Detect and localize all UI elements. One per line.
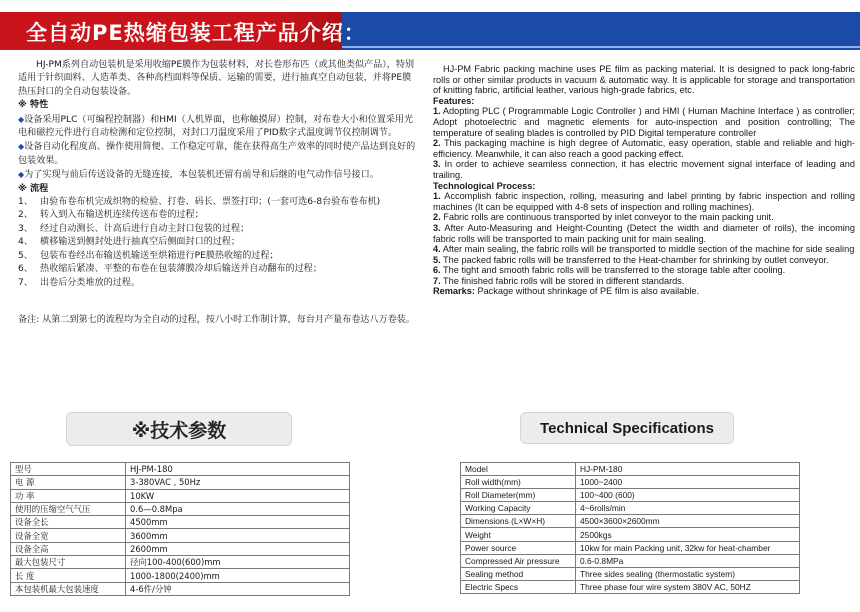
step-text: 热收缩后紧凑、平整的布卷在包装薄膜冷却后输送并自动翻布的过程； [40, 264, 322, 275]
item-text: This packaging machine is high degree of Automatic, easy operation, stable and reliable and high-efficiency. Meanwhile, it can also reach a good packing effect. [433, 138, 855, 159]
item-number: 4. [433, 244, 441, 255]
chinese-description [18, 59, 420, 327]
cn-step [18, 277, 420, 290]
spec-label: Sealing method [461, 567, 576, 580]
item-number: 2. [433, 138, 441, 149]
cn-feature-text: 设备采用PLC（可编程控制器）和HMI（人机界面，也称触摸屏）控制，对布卷大小和位置采用光电和磁控元件进行自动检测和定位控制，对封口刀温度采用了PID数字式温度调节仪控制调节。 [18, 114, 414, 139]
header-banner [0, 12, 860, 50]
table-row [461, 515, 800, 528]
step-text: 由验布卷布机完成织物的检验、打卷、码长、票签打印；(一套可选6-8台验布卷布机) [40, 197, 381, 208]
table-row [461, 528, 800, 541]
step-text: 经过自动测长、计高后进行自动主封口包装的过程； [40, 223, 250, 234]
cn-intro: HJ-PM系列自动包装机是采用收缩PE膜作为包装材料，对长卷形布匹（或其他类似产品），特别适用于针织面料、人造革类、各种高档面料等保质、运输的需要，进行抽真空自动包装，并将PE膜热压封口的全自动包装设备。 [18, 60, 415, 97]
spec-label: Dimensions (L×W×H) [461, 515, 576, 528]
en-remarks [433, 286, 855, 297]
item-number: 7. [433, 275, 441, 286]
item-number: 1. [433, 191, 441, 202]
step-number: 2、 [18, 210, 33, 221]
spec-label: 设备全宽 [11, 529, 126, 542]
table-row [11, 502, 350, 515]
item-text: After main sealing, the fabric rolls will be transported to middle section of the machine for side sealing [440, 244, 855, 255]
cn-step [18, 250, 420, 263]
cn-feature-text: 设备自动化程度高、操作使用简便、工作稳定可靠，能在获得高生产效率的同时使产品达到良好的包装效果。 [18, 142, 416, 166]
en-intro: HJ-PM Fabric packing machine uses PE film as packing material. It is designed to pack long-fabric rolls or other similar products in vacuum & automatic way. It is applicable for storage and transportation of knitting fabric, artificial leather, various high-grade fabrics, etc. [433, 64, 855, 96]
cn-feature [18, 168, 420, 182]
step-text: 横移输送到侧封处进行抽真空后侧面封口的过程； [40, 237, 241, 248]
page-title: 全自动PE热缩包装工程产品介绍： [26, 21, 366, 45]
spec-label: 功 率 [11, 489, 126, 502]
en-process-title: Technological Process: [433, 180, 536, 191]
spec-value: 2600mm [126, 542, 350, 555]
item-number: 5. [433, 254, 441, 265]
item-number: 6. [433, 265, 441, 276]
spec-label: 最大包装尺寸 [11, 556, 126, 569]
cn-features-title: ※ 特性 [18, 100, 49, 111]
spec-value: 4~6rolls/min [576, 502, 800, 515]
en-feature [433, 159, 855, 180]
spec-label: Compressed Air pressure [461, 554, 576, 567]
table-row [11, 463, 350, 476]
spec-label: Model [461, 463, 576, 476]
step-number: 5、 [18, 250, 33, 261]
spec-title-cn: ※技术参数 [66, 412, 292, 446]
spec-value: Three phase four wire system 380V AC, 50HZ [576, 580, 800, 593]
bullet-diamond-icon: ◆ [18, 142, 25, 152]
item-text: Accomplish fabric inspection, rolling, measuring and label printing by fabric inspection and rolling machines (It can be equipped with 4-8 sets of inspection and rolling machines). [433, 191, 855, 212]
table-row [11, 582, 350, 595]
item-text: Fabric rolls are continuous transported by inlet conveyor to the main packing unit. [440, 212, 774, 223]
table-row [461, 567, 800, 580]
step-number: 6、 [18, 264, 33, 275]
item-text: The finished fabric rolls will be stored in different standards. [440, 275, 685, 286]
banner-red-block [0, 12, 366, 50]
spec-value: HJ-PM-180 [126, 463, 350, 476]
spec-label: Roll Diameter(mm) [461, 489, 576, 502]
step-number: 1、 [18, 197, 33, 208]
spec-label: Electric Specs [461, 580, 576, 593]
spec-label: 设备全高 [11, 542, 126, 555]
step-number: 4、 [18, 237, 33, 248]
spec-label: 电 源 [11, 476, 126, 489]
spec-label: Working Capacity [461, 502, 576, 515]
cn-feature [18, 140, 420, 168]
en-features-title: Features: [433, 95, 475, 106]
table-row [461, 489, 800, 502]
spec-label: 型号 [11, 463, 126, 476]
bullet-diamond-icon: ◆ [18, 170, 25, 180]
table-row [461, 476, 800, 489]
spec-value: 1000-1800(2400)mm [126, 569, 350, 582]
spec-label: Roll width(mm) [461, 476, 576, 489]
spec-value: 0.6—0.8Mpa [126, 502, 350, 515]
banner-divider [342, 46, 860, 48]
cn-note: 备注: 从第二到第七的流程均为全自动的过程，按八小时工作制计算，每台月产量布卷达八万卷装。 [18, 314, 415, 325]
spec-value: 0.6-0.8MPa [576, 554, 800, 567]
spec-value: 10KW [126, 489, 350, 502]
table-row [461, 554, 800, 567]
item-text: The tight and smooth fabric rolls will be transferred to the storage table after cooling. [440, 265, 786, 276]
item-number: 3. [433, 159, 441, 170]
spec-value: 径向100-400(600)mm [126, 556, 350, 569]
spec-label: 使用的压缩空气气压 [11, 502, 126, 515]
en-feature [433, 138, 855, 159]
spec-label: Weight [461, 528, 576, 541]
table-row [461, 541, 800, 554]
table-row [11, 569, 350, 582]
spec-value: HJ-PM-180 [576, 463, 800, 476]
item-text: In order to achieve seamless connection, it has electric movement signal interface of leading and trailing. [433, 159, 855, 180]
item-number: 1. [433, 106, 441, 117]
spec-value: 1000~2400 [576, 476, 800, 489]
spec-value: 10kw for main Packing unit, 32kw for heat-chamber [576, 541, 800, 554]
spec-value: 4500mm [126, 516, 350, 529]
en-step [433, 265, 855, 276]
spec-value: Three sides sealing (thermostatic system) [576, 567, 800, 580]
cn-feature [18, 113, 420, 141]
cn-step [18, 263, 420, 276]
cn-feature-text: 为了实现与前后传送设备的无缝连接，本包装机还留有前导和后继的电气动作信号接口。 [24, 170, 379, 181]
en-step [433, 244, 855, 255]
spec-title-en: Technical Specifications [520, 412, 734, 444]
en-step [433, 255, 855, 266]
step-text: 转入到入布输送机连续传送布卷的过程； [40, 210, 204, 221]
spec-value: 3-380VAC , 50Hz [126, 476, 350, 489]
table-row [11, 476, 350, 489]
step-number: 7、 [18, 277, 33, 288]
cn-step [18, 236, 420, 249]
spec-label: Power source [461, 541, 576, 554]
table-row [11, 529, 350, 542]
spec-value: 2500kgs [576, 528, 800, 541]
en-step [433, 191, 855, 212]
remarks-label: Remarks: [433, 286, 475, 297]
cn-step [18, 196, 420, 209]
item-text: Adopting PLC ( Programmable Logic Controller ) and HMI ( Human Machine Interface ) as controller; Adopt photoelectric and magnetic elements for auto-inspection and position controlling; The temperature of sealing blades is controlled by PID Digital temperature controller [433, 106, 855, 138]
step-number: 3、 [18, 223, 33, 234]
table-row [461, 502, 800, 515]
item-number: 3. [433, 222, 441, 233]
en-step [433, 223, 855, 244]
spec-value: 100~400 (600) [576, 489, 800, 502]
step-text: 出卷后分类堆放的过程。 [40, 277, 141, 288]
english-description [433, 64, 855, 297]
spec-value: 4-6件/分钟 [126, 582, 350, 595]
spec-value: 4500×3600×2600mm [576, 515, 800, 528]
cn-step [18, 223, 420, 236]
item-text: The packed fabric rolls will be transferred to the Heat-chamber for shrinking by outlet conveyor. [440, 254, 829, 265]
table-row [11, 516, 350, 529]
table-row [11, 556, 350, 569]
en-step [433, 276, 855, 287]
table-row [461, 580, 800, 593]
spec-label: 本包装机最大包装速度 [11, 582, 126, 595]
en-step [433, 212, 855, 223]
spec-table-cn [10, 462, 350, 596]
item-text: After Auto-Measuring and Height-Counting (Detect the width and diameter of rolls), the incoming fabric rolls will be transported to main packing unit for main sealing. [433, 222, 855, 244]
remarks-text: Package without shrinkage of PE film is also available. [474, 286, 700, 297]
cn-step [18, 209, 420, 222]
spec-value: 3600mm [126, 529, 350, 542]
step-text: 包装布卷经出布输送机输送至烘箱进行PE膜热收缩的过程； [40, 250, 279, 261]
table-row [461, 463, 800, 476]
spec-label: 长 度 [11, 569, 126, 582]
table-row [11, 489, 350, 502]
item-number: 2. [433, 212, 441, 223]
en-feature [433, 106, 855, 138]
spec-table-en [460, 462, 800, 594]
cn-process-title: ※ 流程 [18, 183, 49, 194]
spec-label: 设备全长 [11, 516, 126, 529]
table-row [11, 542, 350, 555]
bullet-diamond-icon: ◆ [18, 114, 25, 124]
